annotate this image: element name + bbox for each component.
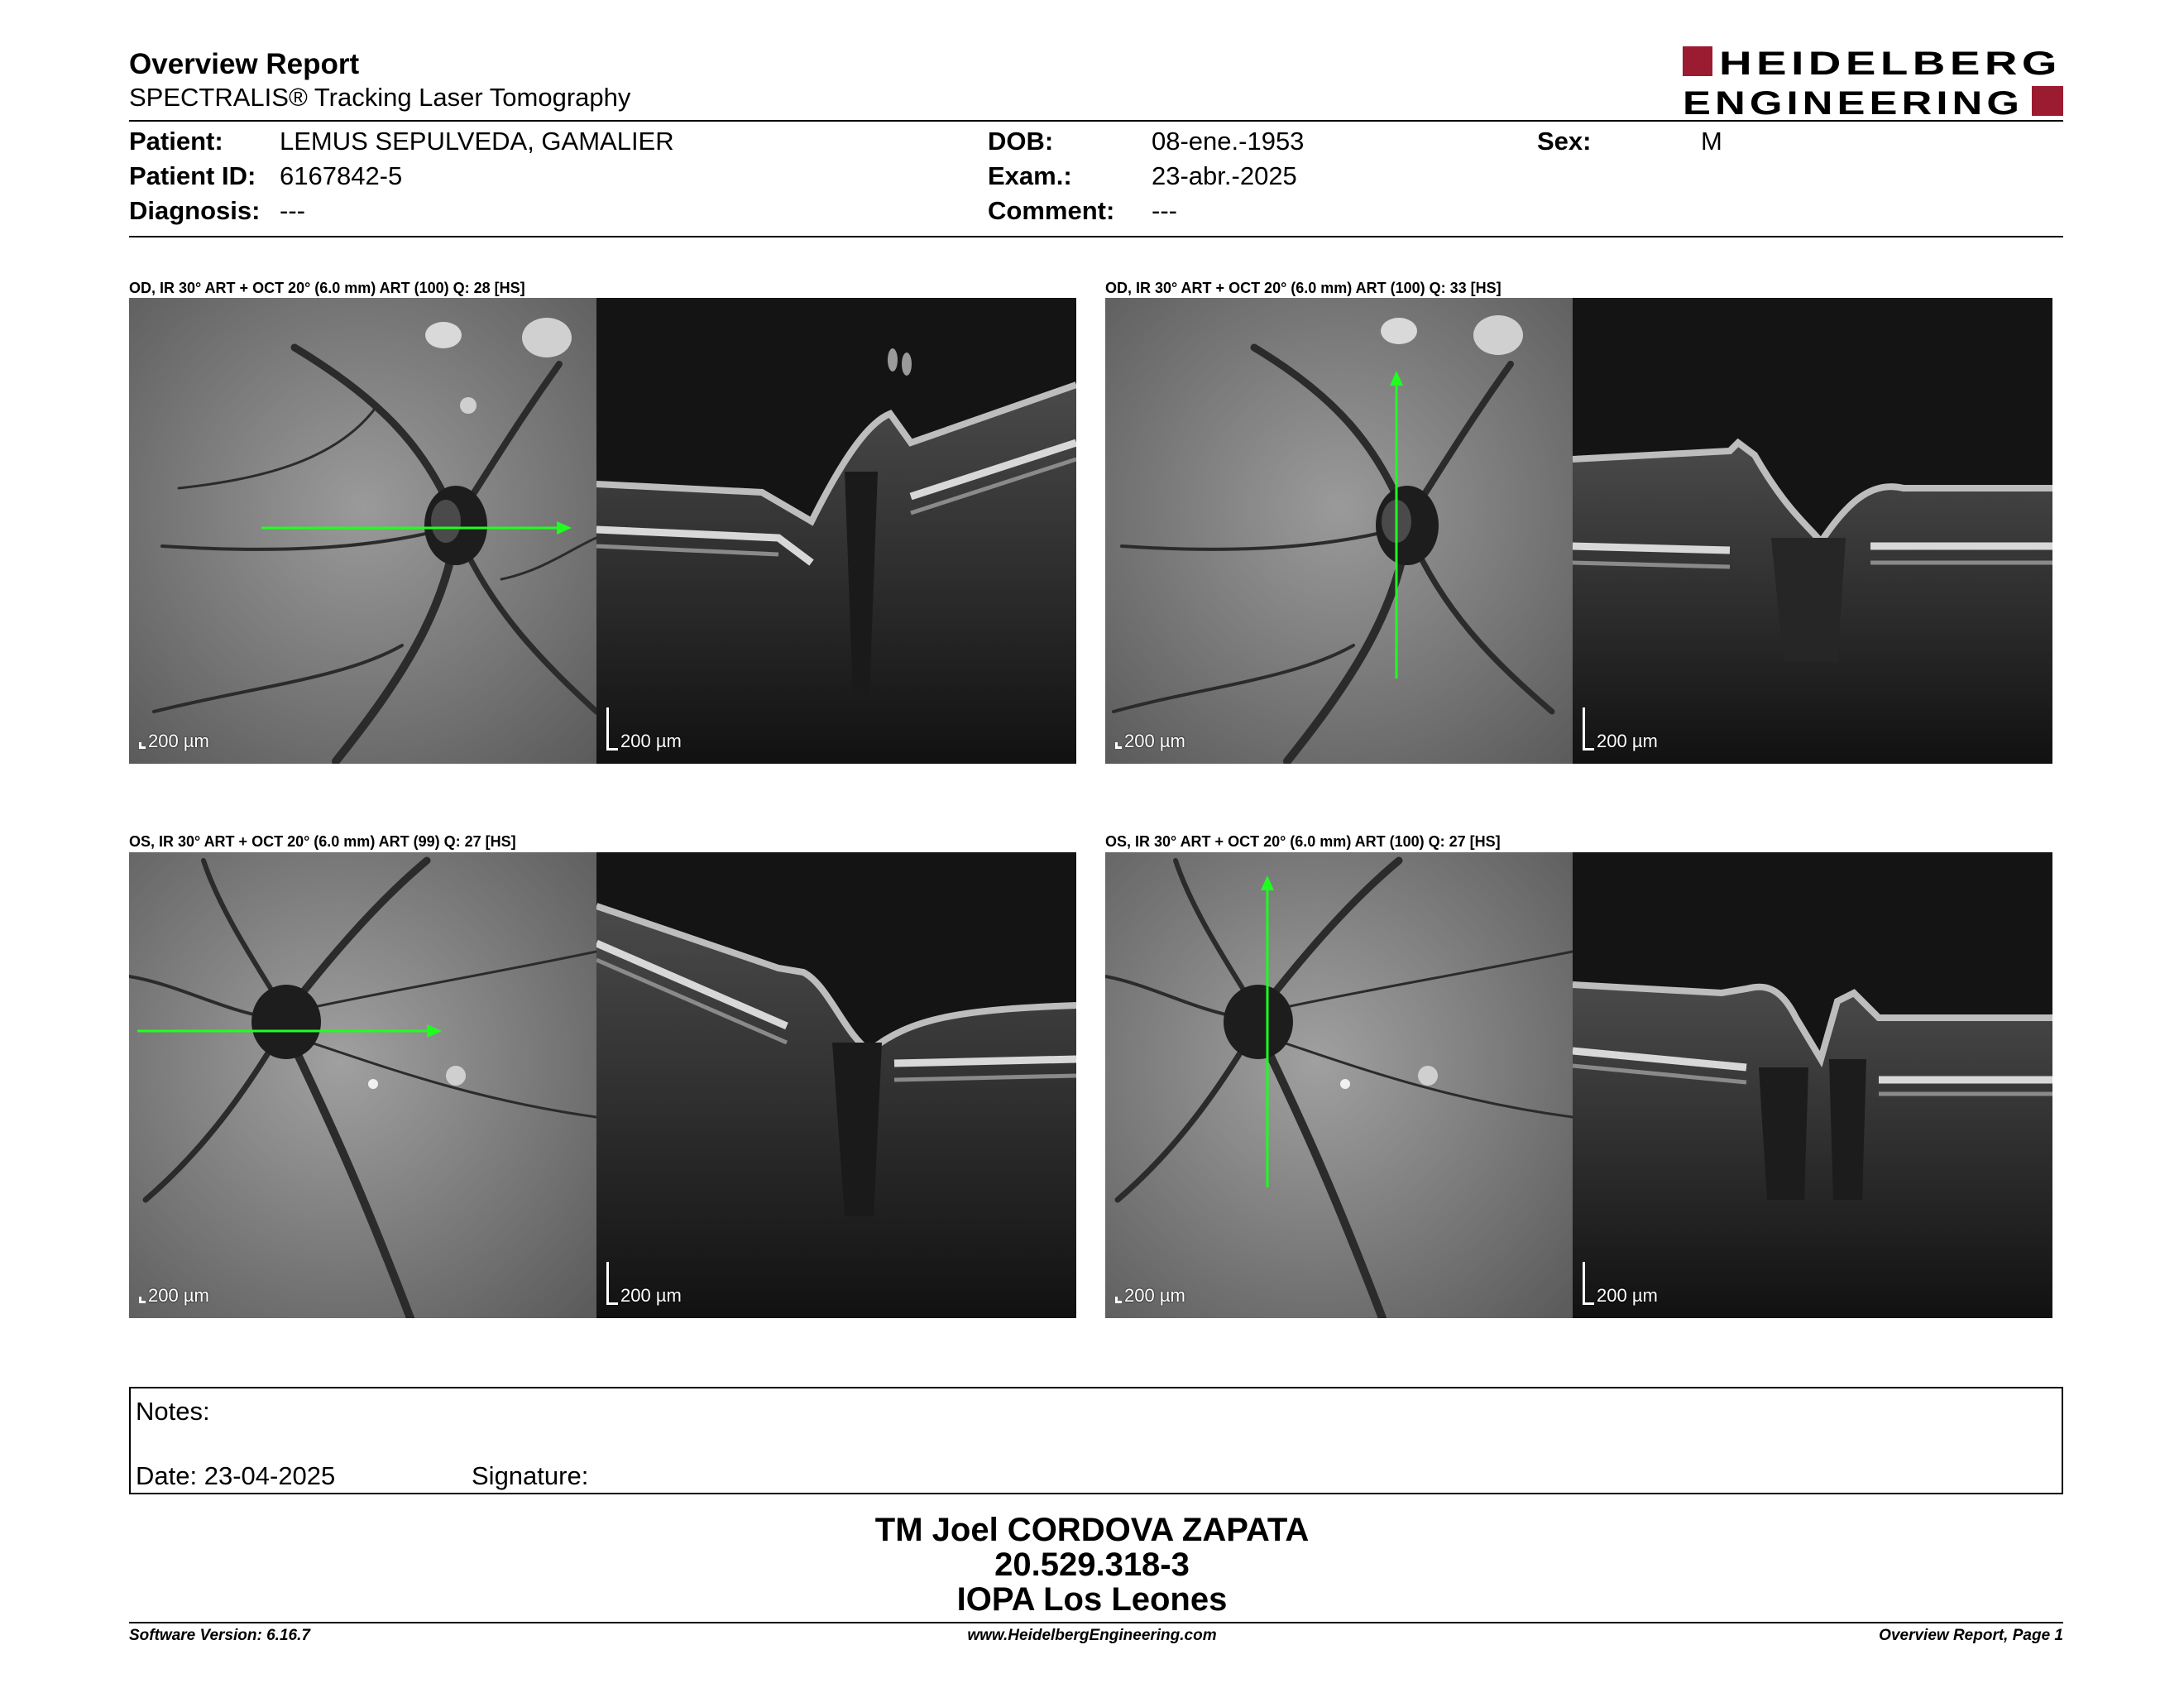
exam-panel-3 <box>129 852 1076 1318</box>
logo-square-top <box>1683 46 1712 76</box>
diagnosis-label: Diagnosis: <box>129 196 261 225</box>
panel-3-title: OS, IR 30° ART + OCT 20° (6.0 mm) ART (99) Q: 27 [HS] <box>129 833 516 850</box>
signer-name: TM Joel CORDOVA ZAPATA <box>874 1512 1310 1548</box>
panel-1-title: OD, IR 30° ART + OCT 20° (6.0 mm) ART (100) Q: 28 [HS] <box>129 280 525 296</box>
logo-square-bottom <box>2032 86 2063 116</box>
patient-id: 6167842-5 <box>280 161 403 190</box>
website-link[interactable]: www.HeidelbergEngineering.com <box>967 1627 1217 1644</box>
oct-bscan-image <box>1573 298 2052 764</box>
patient-id-label: Patient ID: <box>129 161 256 190</box>
fundus-scale: 200 µm <box>139 731 209 752</box>
panel-2-title: OD, IR 30° ART + OCT 20° (6.0 mm) ART (100) Q: 33 [HS] <box>1105 280 1502 296</box>
footer-rule <box>129 1622 2063 1623</box>
exam-value: 23-abr.-2025 <box>1152 161 1297 190</box>
exam-panel-4 <box>1105 852 2052 1318</box>
notes-box[interactable] <box>129 1387 2063 1494</box>
fundus-scale: 200 µm <box>1115 731 1185 752</box>
sex-value: M <box>1701 127 1722 156</box>
patient-label: Patient: <box>129 127 223 156</box>
patient-labels-col1 <box>129 124 260 228</box>
exam-label: Exam.: <box>988 161 1072 190</box>
logo-line2: ENGINEERING <box>1683 85 2024 119</box>
report-subtitle: SPECTRALIS® Tracking Laser Tomography <box>129 83 631 112</box>
fundus-image <box>129 298 596 764</box>
signer-id: 20.529.318-3 <box>994 1547 1190 1583</box>
sex-label: Sex: <box>1537 127 1592 156</box>
comment-label: Comment: <box>988 196 1115 225</box>
heidelberg-logo <box>1683 43 2063 119</box>
sex-value-col <box>1701 124 1722 159</box>
notes-label: Notes: <box>136 1397 210 1426</box>
patient-values-col1 <box>280 124 674 228</box>
info-rule <box>129 236 2063 237</box>
oct-scale: 200 µm <box>1583 1262 1658 1307</box>
patient-name: LEMUS SEPULVEDA, GAMALIER <box>280 127 674 156</box>
comment-value: --- <box>1152 196 1177 225</box>
oct-scale: 200 µm <box>1583 707 1658 752</box>
exam-panel-2 <box>1105 298 2052 764</box>
fundus-image <box>1105 852 1573 1318</box>
fundus-scale: 200 µm <box>139 1285 209 1307</box>
fundus-image <box>1105 298 1573 764</box>
logo-line1: HEIDELBERG <box>1719 46 2062 82</box>
exam-panel-1 <box>129 298 1076 764</box>
sex-label-col <box>1537 124 1591 159</box>
page-number: Overview Report, Page 1 <box>1879 1627 2063 1644</box>
oct-bscan-image <box>596 852 1076 1318</box>
patient-values-col2 <box>1152 124 1304 228</box>
fundus-scale: 200 µm <box>1115 1285 1185 1307</box>
dob-label: DOB: <box>988 127 1054 156</box>
notes-date: Date: 23-04-2025 <box>136 1461 336 1490</box>
panel-4-title: OS, IR 30° ART + OCT 20° (6.0 mm) ART (100) Q: 27 [HS] <box>1105 833 1501 850</box>
oct-scale: 200 µm <box>606 1262 682 1307</box>
oct-scale: 200 µm <box>606 707 682 752</box>
software-version: Software Version: 6.16.7 <box>129 1627 310 1644</box>
diagnosis-value: --- <box>280 196 305 225</box>
oct-bscan-image <box>596 298 1076 764</box>
signer-institution: IOPA Los Leones <box>956 1581 1228 1618</box>
signature-label: Signature: <box>472 1461 589 1490</box>
patient-labels-col2 <box>988 124 1114 228</box>
report-title: Overview Report <box>129 48 360 80</box>
dob-value: 08-ene.-1953 <box>1152 127 1305 156</box>
oct-bscan-image <box>1573 852 2052 1318</box>
fundus-image <box>129 852 596 1318</box>
header-rule <box>129 120 2063 122</box>
